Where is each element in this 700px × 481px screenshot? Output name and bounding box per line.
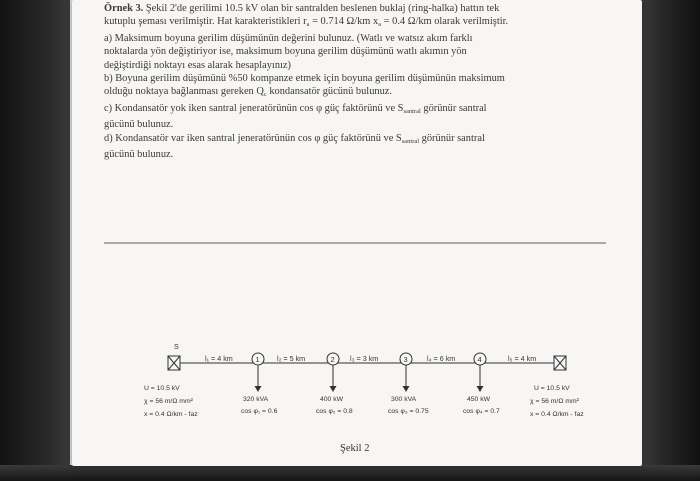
problem-text [104, 2, 606, 161]
question-a-1: a) Maksimum boyuna gerilim düşümünün değerini bulunuz. (Watlı ve watsız akım farklı [104, 32, 473, 44]
figure-caption: Şekil 2 [340, 443, 370, 454]
load-arrow-4 [477, 365, 484, 392]
background-bottom [0, 465, 700, 481]
question-d-1b: görünür santral [419, 132, 485, 144]
node-1 [252, 353, 264, 365]
question-d-1a: d) Kondansatör var iken santral jeneratörünün cos φ güç faktörünü ve S [104, 132, 402, 144]
left-source-icon [168, 356, 180, 370]
problem-title: Örnek 3. [104, 3, 144, 14]
question-c-1b: görünür santral [420, 102, 487, 114]
x-subscript: a [378, 21, 382, 29]
load-2-power: 400 kW [320, 396, 344, 403]
problem-intro: Şekil 2'de gerilimi 10.5 kV olan bir santralden beslenen buklaj (ring-halka) hattın tek [145, 3, 500, 14]
load-4-power: 450 kW [467, 396, 491, 403]
right-reactance: x = 0.4 Ω/km - faz [530, 411, 584, 418]
source-label: S [174, 342, 179, 351]
segment-label-4: l₄ = 6 km [427, 354, 456, 363]
load-3-pf: cos φ₃ = 0.75 [388, 408, 429, 415]
line-characteristics: kutuplu şeması verilmiştir. Hat karakteristikleri r [104, 16, 307, 28]
line-characteristics-c: = 0.4 Ω/km olarak verilmiştir. [381, 16, 509, 28]
left-voltage: U = 10.5 kV [144, 385, 180, 392]
node-4-label: 4 [477, 355, 482, 364]
qc-subscript: c [263, 91, 267, 99]
question-b-2a: olduğu noktaya bağlanması gereken Q [104, 86, 264, 98]
left-reactance: x = 0.4 Ω/km - faz [144, 411, 198, 418]
node-2-label: 2 [330, 355, 335, 364]
santral-subscript-c: santral [403, 107, 421, 115]
question-a-3: değiştirdiği noktayı esas alarak hesaplayınız) [104, 59, 291, 71]
question-d-2: gücünü bulunuz. [104, 149, 174, 161]
question-d-1 [104, 132, 606, 148]
question-b-2b: kondansatör gücünü bulunuz. [266, 86, 392, 98]
line-characteristics-b: = 0.714 Ω/km x [309, 16, 379, 28]
segment-label-1: l₁ = 4 km [205, 354, 233, 363]
r-subscript: a [306, 21, 310, 29]
question-c-1a: c) Kondansatör yok iken santral jeneratörünün cos φ güç faktörünü ve S [104, 102, 404, 114]
node-3 [400, 353, 412, 365]
load-1-pf: cos φ₁ = 0.6 [241, 408, 278, 415]
load-2-pf: cos φ₂ = 0.8 [316, 408, 353, 415]
question-b-1: b) Boyuna gerilim düşümünü %50 kompanze etmek için boyuna gerilim düşümünün maksimum [104, 73, 505, 85]
load-3-power: 300 kVA [391, 396, 417, 403]
node-4 [474, 353, 486, 365]
load-1-power: 320 kVA [243, 396, 269, 403]
segment-label-2: l₂ = 5 km [277, 354, 306, 363]
right-conductivity: χ = 56 m/Ω mm² [530, 398, 579, 405]
background-right [640, 0, 700, 481]
problem-line-1 [104, 2, 606, 15]
question-c-1 [104, 102, 606, 118]
question-c-2: gücünü bulunuz. [104, 119, 174, 131]
right-voltage: U = 10.5 kV [534, 385, 570, 392]
node-3-label: 3 [403, 355, 408, 364]
left-conductivity: χ = 56 m/Ω mm² [144, 398, 193, 405]
node-2 [327, 353, 339, 365]
load-arrow-1 [255, 365, 262, 392]
load-arrow-2 [330, 365, 337, 392]
santral-subscript-d: santral [401, 137, 420, 145]
right-source-icon [554, 356, 566, 370]
question-a-2: noktalarda yön değiştiriyor ise, maksimum boyuna gerilim düşümünü watlı akımın yön [104, 46, 467, 58]
node-1-label: 1 [255, 355, 260, 364]
background-left [0, 0, 70, 481]
problem-line-2 [104, 15, 606, 31]
section-divider [104, 242, 606, 244]
ring-line-diagram [130, 332, 610, 462]
load-arrow-3 [403, 365, 410, 392]
segment-label-5: l₅ = 4 km [508, 354, 537, 363]
segment-label-3: l₃ = 3 km [350, 354, 379, 363]
question-b-2 [104, 85, 606, 101]
load-4-pf: cos φ₄ = 0.7 [463, 408, 500, 415]
